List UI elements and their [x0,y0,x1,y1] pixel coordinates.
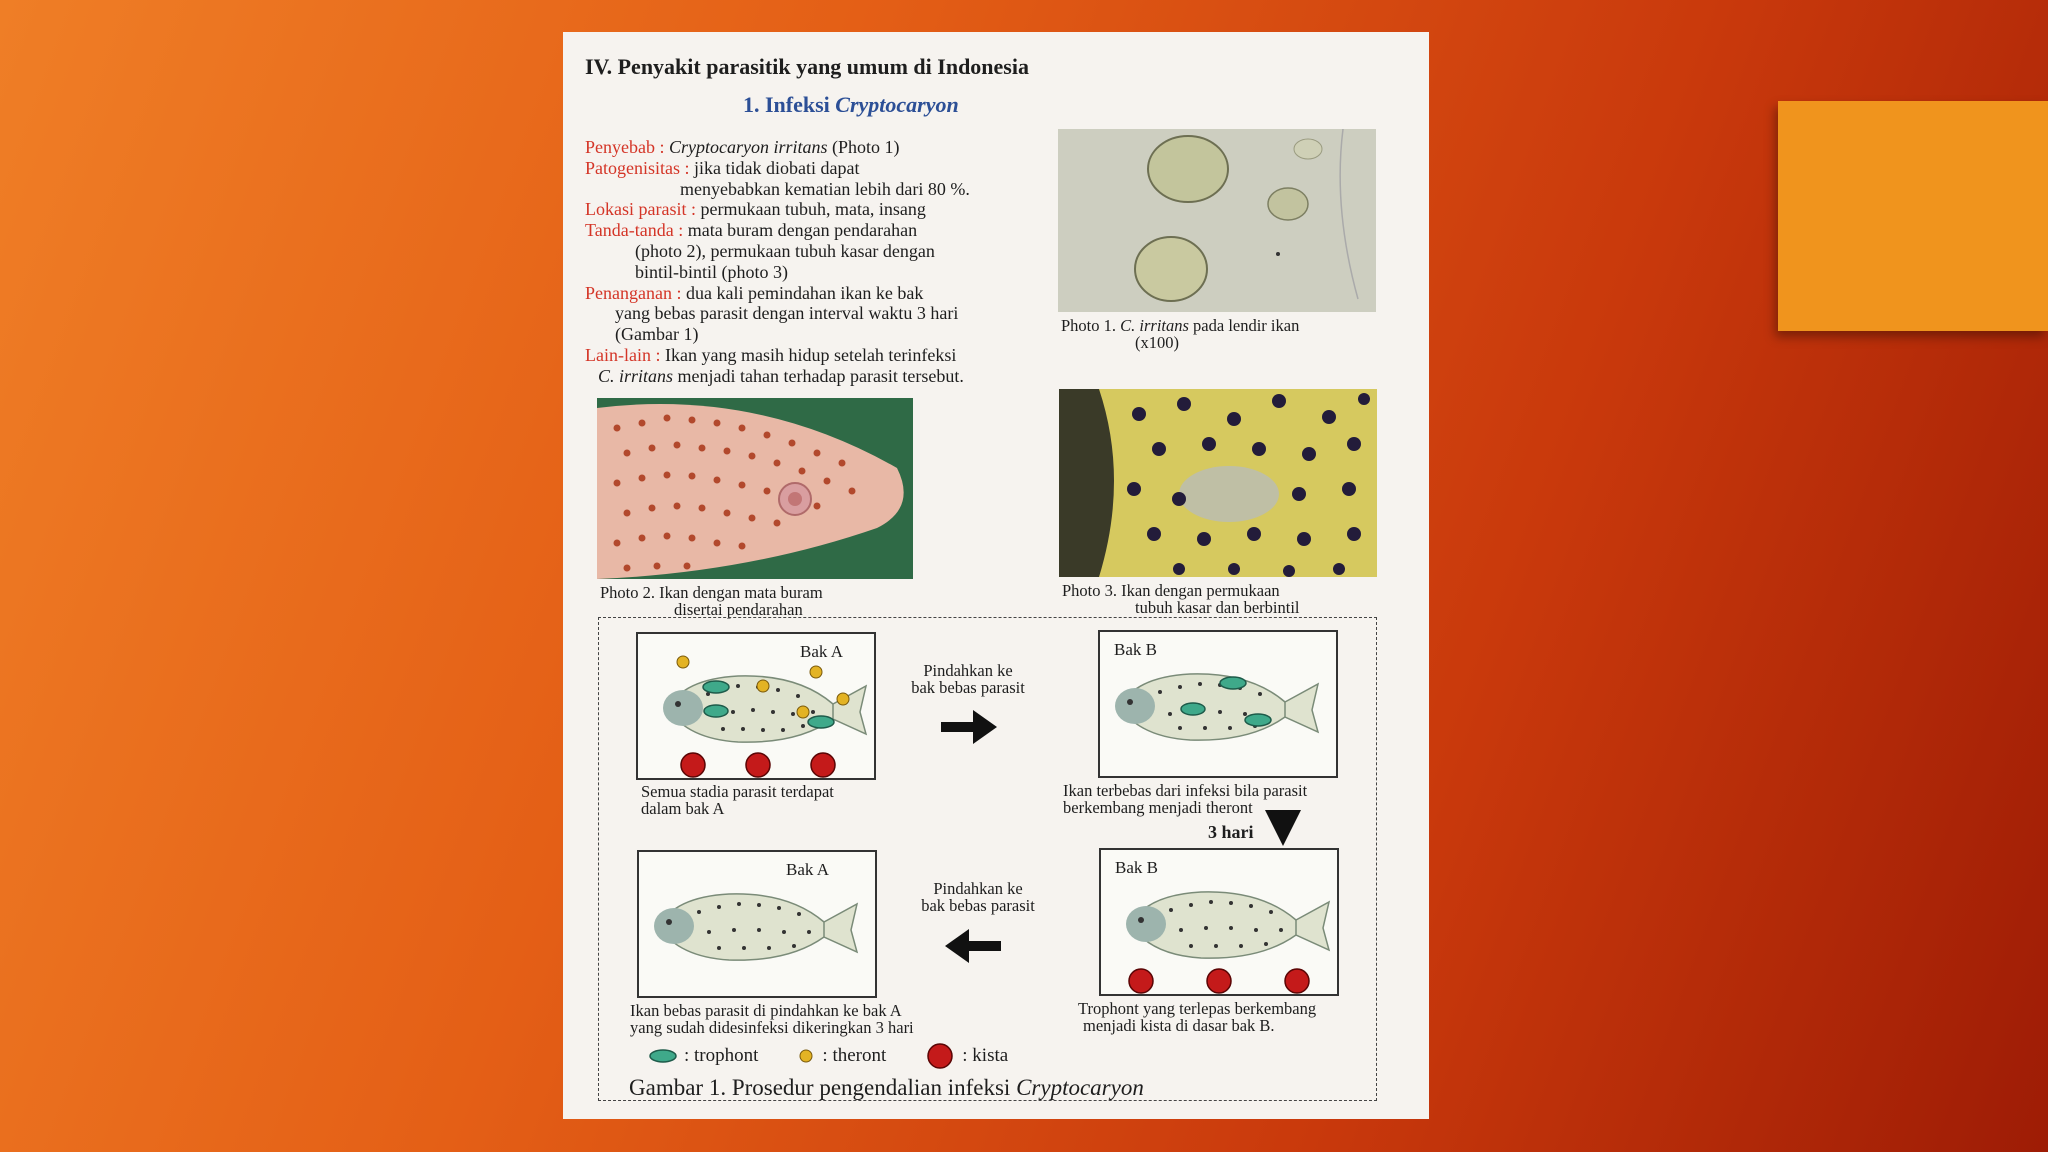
arrow-right-icon [941,710,999,744]
top-right-caption-line-1: Ikan terbebas dari infeksi bila parasit [1063,781,1308,800]
trophont-marker [808,716,834,728]
move-instruction-bottom-line-1: Pindahkan ke [933,879,1023,898]
cyst-fish-diagram [1101,850,1337,994]
clean-fish-diagram-a [639,852,875,996]
tank-a-label: Bak A [800,642,843,661]
fish-eye-image [597,398,913,579]
theront-icon [798,1048,814,1064]
document-page [563,32,1429,1119]
trophont-fish-diagram [1100,632,1336,776]
patogenisitas-text: jika tidak diobati dapat [689,157,860,178]
tanda-text: mata buram dengan pendarahan [683,220,918,241]
tank-b-trophont [1098,630,1338,778]
fish-skin-image [1059,389,1377,577]
legend-kista [926,1042,1008,1070]
move-instruction-top-line-1: Pindahkan ke [923,661,1013,680]
lain-species: C. irritans [598,365,674,386]
figure-title-species: Cryptocaryon [1016,1075,1144,1100]
patogenisitas-text-2: menyebabkan kematian lebih dari 80 %. [680,178,970,199]
top-left-caption-line-1: Semua stadia parasit terdapat [641,782,834,801]
arrow-left-icon [943,929,1001,963]
penanganan-text: dua kali pemindahan ikan ke bak [681,282,924,303]
bottom-left-caption-line-1: Ikan bebas parasit di pindahkan ke bak A [630,1001,902,1020]
photo-1-caption-line-1 [1061,317,1299,334]
tank-b-label-2: Bak B [1115,858,1158,877]
lain-text: Ikan yang masih hidup setelah terinfeksi [660,344,957,365]
photo-2-caption-line-1: Photo 2. Ikan dengan mata buram [600,583,823,602]
photo-3-caption [1062,582,1300,616]
move-instruction-bottom-line-2: bak bebas parasit [921,896,1035,915]
lokasi-text: permukaan tubuh, mata, insang [695,199,926,220]
lain-line [585,345,1055,366]
patogenisitas-line [585,158,1055,179]
penanganan-text-2: yang bebas parasit dengan interval waktu 3 hari [615,303,959,324]
bottom-right-caption-line-2: menjadi kista di dasar bak B. [1083,1016,1275,1035]
photo-3-fish-skin [1059,389,1377,577]
tank-b-cysts [1099,848,1339,996]
photo-1-caption-line-2: (x100) [1135,333,1179,352]
bottom-left-caption [630,1002,914,1036]
penanganan-label: Penanganan : [585,282,682,303]
move-instruction-top [903,662,1033,696]
arrow-down-icon [1265,810,1301,846]
penanganan-line [585,283,1055,304]
trophont-marker [704,705,728,717]
top-right-caption-line-2: berkembang menjadi theront [1063,798,1253,817]
tanda-line [585,220,1055,241]
photo-1-caption [1061,317,1299,351]
legend-trophont-label: : trophont [684,1045,759,1066]
tank-a-label-2: Bak A [786,860,829,879]
photo-2-caption-line-2: disertai pendarahan [674,600,803,619]
legend-kista-label: : kista [962,1045,1009,1066]
tank-a-infected [636,632,876,780]
subsection-number: 1. Infeksi [743,92,836,117]
penyebab-line [585,137,1055,158]
interval-label: 3 hari [1208,822,1254,842]
infected-fish-diagram [638,634,874,778]
penyebab-label: Penyebab : [585,137,665,157]
bottom-right-caption-line-1: Trophont yang terlepas berkembang [1078,999,1317,1018]
move-instruction-top-line-2: bak bebas parasit [911,678,1025,697]
photo-2-fish-eye [597,398,913,579]
legend-trophont [648,1045,758,1067]
lokasi-label: Lokasi parasit : [585,199,696,220]
tanda-text-3: bintil-bintil (photo 3) [635,261,788,282]
tanda-label: Tanda-tanda : [585,220,684,241]
move-instruction-bottom [913,880,1043,914]
photo-1-caption-species: C. irritans [1120,316,1189,335]
lokasi-line [585,199,1055,220]
figure-title [629,1075,1144,1101]
bottom-right-caption [1078,1000,1316,1034]
photo-3-caption-line-2: tubuh kasar dan berbintil [1135,598,1300,617]
tank-b-label: Bak B [1114,640,1157,659]
top-left-caption [641,783,834,817]
disease-info [585,137,1055,387]
penyebab-species: Cryptocaryon irritans [668,137,828,157]
microscope-image [1058,129,1376,312]
lain-text-2: menjadi tahan terhadap parasit tersebut. [673,365,964,386]
subsection-heading [743,92,959,118]
lain-label: Lain-lain : [585,344,661,365]
legend-theront [798,1045,886,1067]
subsection-species: Cryptocaryon [835,92,959,117]
photo-2-caption [600,584,823,618]
accent-orange-box [1778,101,2048,331]
photo-1-microscope [1058,129,1376,312]
photo-1-caption-rest: pada lendir ikan [1188,316,1300,335]
tanda-text-2: (photo 2), permukaan tubuh kasar dengan [635,240,935,261]
legend-theront-label: : theront [822,1045,887,1066]
penyebab-suffix: (Photo 1) [827,137,900,157]
bottom-left-caption-line-2: yang sudah didesinfeksi dikeringkan 3 hari [630,1018,914,1037]
figure-title-prefix: Gambar 1. Prosedur pengendalian infeksi [629,1075,1017,1100]
figure-legend [648,1042,1048,1070]
photo-3-caption-line-1: Photo 3. Ikan dengan permukaan [1062,581,1280,600]
penanganan-text-3: (Gambar 1) [615,324,699,345]
kista-icon [926,1042,954,1070]
tank-a-clean [637,850,877,998]
lain-line-2 [585,366,1055,387]
section-heading: IV. Penyakit parasitik yang umum di Indonesia [585,54,1029,79]
patogenisitas-label: Patogenisitas : [585,157,690,178]
top-left-caption-line-2: dalam bak A [641,799,725,818]
trophont-marker [703,681,729,693]
trophont-icon [648,1048,678,1064]
photo-1-caption-prefix: Photo 1. [1061,316,1121,335]
